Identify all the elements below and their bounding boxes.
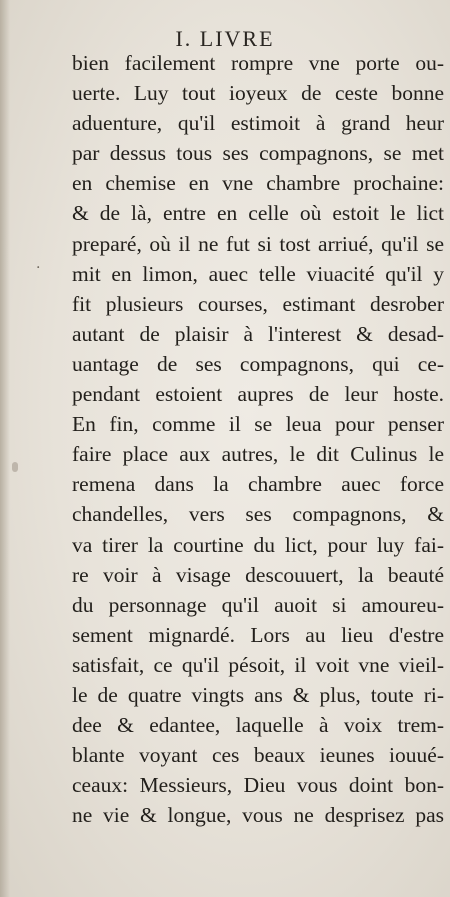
text-line: pendant estoient aupres de leur hoste. xyxy=(72,382,444,407)
text-line: le de quatre vingts ans & plus, toute ri- xyxy=(72,682,444,707)
text-line: bien facilement rompre vne porte ou- xyxy=(72,51,444,75)
page-gutter-shadow xyxy=(0,0,10,897)
text-line: faire place aux autres, le dit Culinus le xyxy=(72,442,444,467)
text-line: va tirer la courtine du lict, pour luy fai- xyxy=(72,532,444,557)
text-line: ceaux: Messieurs, Dieu vous doint bon- xyxy=(72,773,444,798)
body-text xyxy=(72,48,444,830)
text-line: En fin, comme il se leua pour penser xyxy=(72,412,444,437)
text-line: autant de plaisir à l'interest & desad- xyxy=(72,321,444,346)
text-line: & de là, entre en celle où estoit le lict xyxy=(72,201,444,226)
text-line: ne vie & longue, vous ne desprisez pas xyxy=(72,803,444,828)
text-line: remena dans la chambre auec force xyxy=(72,472,444,497)
text-line: mit en limon, auec telle viuacité qu'il y xyxy=(72,261,444,286)
text-line: satisfait, ce qu'il pésoit, il voit vne vieil- xyxy=(72,652,444,677)
text-line: re voir à visage descouuert, la beauté xyxy=(72,562,444,587)
text-line: fit plusieurs courses, estimant desrober xyxy=(72,291,444,316)
text-line: blante voyant ces beaux ieunes iouué- xyxy=(72,743,444,768)
text-line: sement mignardé. Lors au lieu d'estre xyxy=(72,622,444,647)
text-line: uerte. Luy tout ioyeux de ceste bonne xyxy=(72,81,444,106)
running-header: I. LIVRE xyxy=(175,26,275,51)
text-line: dee & edantee, laquelle à voix trem- xyxy=(72,713,444,738)
text-line: aduenture, qu'il estimoit à grand heur xyxy=(72,111,444,136)
margin-mark: . xyxy=(36,256,41,272)
text-line: par dessus tous ses compagnons, se met xyxy=(72,141,444,166)
text-line: preparé, où il ne fut si tost arriué, qu'il se xyxy=(72,231,444,256)
text-line: du personnage qu'il auoit si amoureu- xyxy=(72,592,444,617)
text-line: chandelles, vers ses compagnons, & xyxy=(72,502,444,527)
text-line: en chemise en vne chambre prochaine: xyxy=(72,171,444,196)
text-line: uantage de ses compagnons, qui ce- xyxy=(72,351,444,376)
ink-smudge xyxy=(12,462,18,472)
